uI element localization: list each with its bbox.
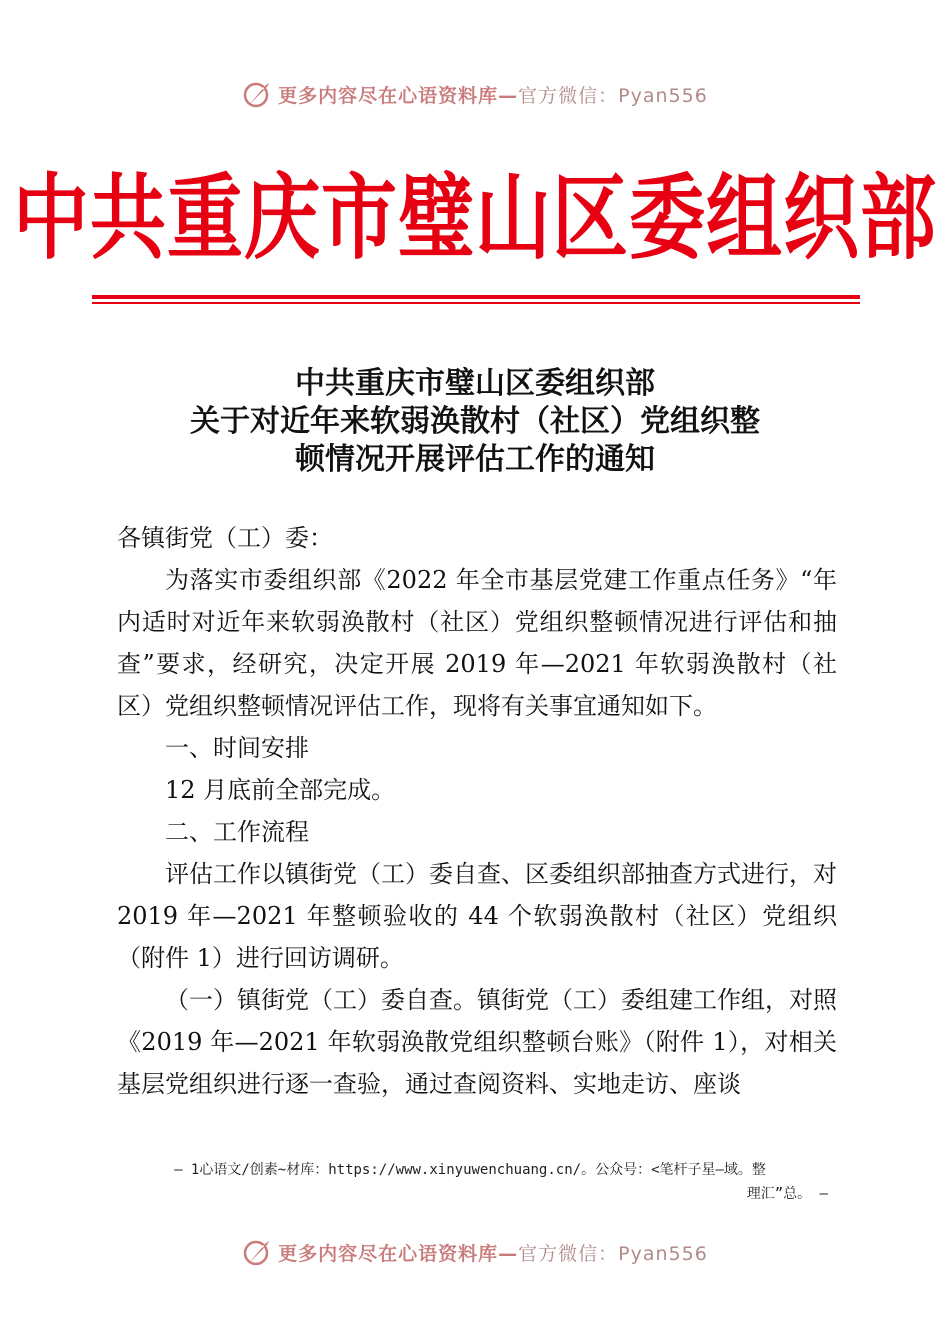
watermark-text: 更多内容尽在心语资料库— [278, 1242, 519, 1265]
masthead-rule-thick [92, 295, 860, 299]
page-footnote [112, 1158, 828, 1206]
section-heading: 一、时间安排 [165, 734, 309, 762]
body-paragraph: 为落实市委组织部《2022 年全市基层党建工作重点任务》“年内适时对近年来软弱涣散村（社区）党组织整顿情况进行评估和抽查”要求，经研究，决定开展 2019 年—2021 年软弱涣散村（社区）党组织整顿情况评估工作，现将有关事宜通知如下。 [117, 566, 837, 720]
document-body [117, 517, 837, 1105]
masthead-title: 中共重庆市璧山区委组织部 [13, 163, 937, 273]
watermark-bottom [0, 1232, 950, 1272]
watermark-wechat: 官方微信：Pyan556 [518, 84, 708, 107]
document-title-line: 中共重庆市璧山区委组织部 [295, 366, 655, 401]
salutation: 各镇街党（工）委： [117, 524, 333, 552]
document-title-line: 关于对近年来软弱涣散村（社区）党组织整 [190, 404, 760, 439]
watermark-text: 更多内容尽在心语资料库— [278, 84, 519, 107]
quill-circle-icon [242, 1237, 272, 1267]
document-title-line: 顿情况开展评估工作的通知 [295, 442, 655, 477]
document-title [90, 365, 860, 479]
watermark-top [0, 74, 950, 114]
watermark-wechat: 官方微信：Pyan556 [518, 1242, 708, 1265]
body-paragraph: （一）镇街党（工）委自查。镇街党（工）委组建工作组，对照《2019 年—2021 年软弱涣散党组织整顿台账》（附件 1），对相关基层党组织进行逐一查验，通过查阅资料、实地走访、座谈 [117, 986, 837, 1098]
body-paragraph: 评估工作以镇街党（工）委自查、区委组织部抽查方式进行，对 2019 年—2021 年整顿验收的 44 个软弱涣散村（社区）党组织（附件 1）进行回访调研。 [117, 860, 837, 972]
footnote-line: — 1心语文/创素~材库：https://www.xinyuwenchuang.cn/。公众号：<笔杆子星—域。整 [174, 1162, 766, 1178]
masthead-rule-thin [92, 302, 860, 304]
body-paragraph: 12 月底前全部完成。 [165, 776, 396, 804]
quill-circle-icon [242, 79, 272, 109]
section-heading: 二、工作流程 [165, 818, 309, 846]
footnote-line: 理汇”总。 — [746, 1186, 828, 1202]
